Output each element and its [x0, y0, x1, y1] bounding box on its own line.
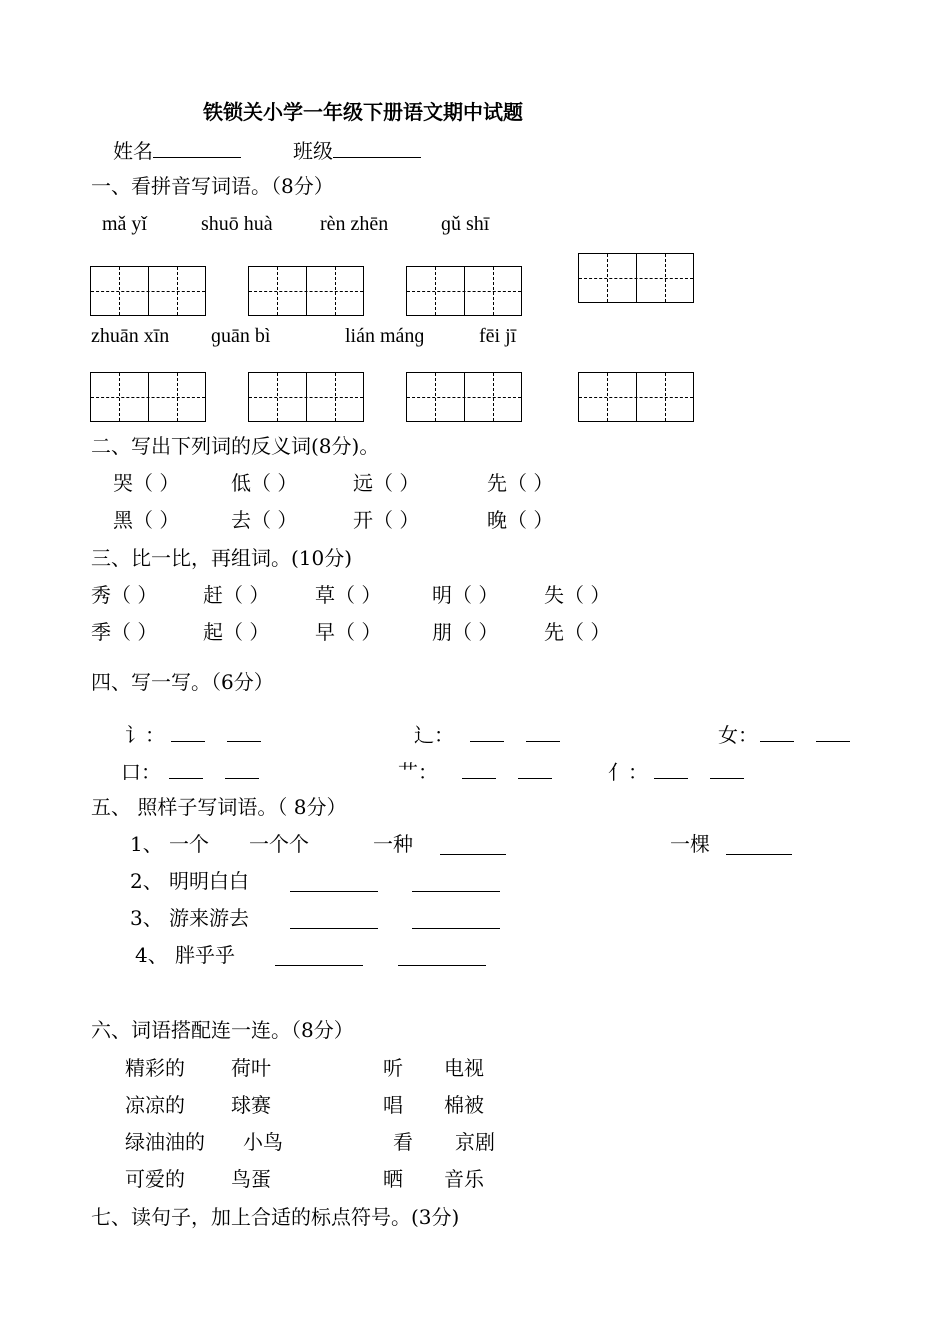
match-word[interactable]: 球赛 [231, 1093, 271, 1117]
example-word: 游来游去 [169, 906, 249, 930]
match-word[interactable]: 听 [383, 1056, 403, 1080]
answer-blank[interactable] [816, 723, 850, 742]
section-3-heading: 三、比一比，再组词。(10分) [91, 546, 353, 570]
section-2-heading: 二、写出下列词的反义词(8分)。 [91, 434, 380, 458]
pinyin: mǎ yǐ [102, 213, 147, 235]
writing-grid[interactable] [248, 372, 364, 422]
radical-item[interactable] [414, 723, 560, 745]
compare-item[interactable]: 起（ ） [203, 620, 270, 644]
match-word[interactable]: 电视 [444, 1056, 484, 1080]
compare-item[interactable]: 早（ ） [315, 620, 382, 644]
class-field[interactable] [293, 139, 421, 161]
answer-blank[interactable] [227, 723, 261, 742]
radical-item[interactable] [398, 760, 552, 782]
answer-blank[interactable] [654, 760, 688, 779]
name-blank[interactable] [153, 139, 241, 158]
answer-blank[interactable] [760, 723, 794, 742]
answer-blank[interactable] [171, 723, 205, 742]
match-word[interactable]: 鸟蛋 [231, 1167, 271, 1191]
pinyin: lián mánɡ [345, 325, 425, 347]
match-word[interactable]: 棉被 [444, 1093, 484, 1117]
class-blank[interactable] [333, 139, 421, 158]
answer-blank[interactable] [518, 760, 552, 779]
antonym-item[interactable]: 黑（ ） [113, 508, 180, 532]
example-word: 明明白白 [169, 869, 249, 893]
match-word[interactable]: 唱 [383, 1093, 403, 1117]
section-6-heading: 六、词语搭配连一连。（8分） [91, 1018, 354, 1042]
match-word[interactable]: 可爱的 [125, 1167, 185, 1191]
compare-item[interactable]: 秀（ ） [91, 583, 158, 607]
section-4-heading: 四、写一写。（6分） [91, 670, 274, 694]
pinyin: fēi jī [479, 325, 517, 347]
antonym-item[interactable]: 低（ ） [231, 471, 298, 495]
writing-grid[interactable] [406, 372, 522, 422]
compare-item[interactable]: 失（ ） [544, 583, 611, 607]
radical-item[interactable] [718, 723, 850, 745]
prompt-word: 一种 [373, 832, 413, 856]
match-word[interactable]: 看 [393, 1130, 413, 1154]
class-label: 班级 [293, 139, 333, 163]
compare-item[interactable]: 朋（ ） [432, 620, 499, 644]
item-number: 2、 [130, 869, 163, 893]
antonym-item[interactable]: 哭（ ） [113, 471, 180, 495]
antonym-item[interactable]: 去（ ） [231, 508, 298, 532]
compare-item[interactable]: 先（ ） [544, 620, 611, 644]
antonym-item[interactable]: 先（ ） [487, 471, 554, 495]
radical-item[interactable] [125, 723, 261, 745]
pinyin: ɡǔ shī [441, 213, 490, 235]
section-7-heading: 七、读句子，加上合适的标点符号。(3分) [91, 1205, 460, 1229]
item-number: 1、 [130, 832, 163, 856]
writing-grid[interactable] [578, 372, 694, 422]
compare-item[interactable]: 季（ ） [91, 620, 158, 644]
name-field[interactable] [113, 139, 241, 161]
answer-blank[interactable] [290, 910, 378, 929]
writing-grid[interactable] [406, 266, 522, 316]
prompt-word: 一棵 [670, 832, 710, 856]
radical-label: 辶： [414, 723, 454, 747]
match-word[interactable]: 京剧 [455, 1130, 495, 1154]
match-word[interactable]: 晒 [383, 1167, 403, 1191]
writing-grid[interactable] [578, 253, 694, 303]
writing-grid[interactable] [90, 266, 206, 316]
compare-item[interactable]: 草（ ） [315, 583, 382, 607]
name-label: 姓名 [113, 139, 153, 163]
answer-blank[interactable] [412, 910, 500, 929]
pinyin: ɡuān bì [211, 325, 271, 347]
antonym-item[interactable]: 开（ ） [353, 508, 420, 532]
pinyin: rèn zhēn [320, 213, 389, 235]
example-word: 一个个 [249, 832, 309, 856]
answer-blank[interactable] [412, 873, 500, 892]
match-word[interactable]: 小鸟 [243, 1130, 283, 1154]
section-5-heading: 五、 照样子写词语。（ 8分） [91, 795, 347, 819]
answer-blank[interactable] [710, 760, 744, 779]
example-word: 胖乎乎 [175, 943, 235, 967]
radical-item[interactable] [121, 760, 259, 782]
radical-label: 女： [718, 723, 758, 747]
answer-blank[interactable] [290, 873, 378, 892]
pinyin: shuō huà [201, 213, 273, 235]
answer-blank[interactable] [398, 947, 486, 966]
item-number: 4、 [135, 943, 168, 967]
page-title: 铁锁关小学一年级下册语文期中试题 [203, 100, 523, 124]
answer-blank[interactable] [726, 836, 792, 855]
compare-item[interactable]: 明（ ） [432, 583, 499, 607]
radical-label: 讠： [125, 723, 165, 747]
radical-label: 亻： [608, 760, 648, 784]
answer-blank[interactable] [275, 947, 363, 966]
section-1-heading: 一、看拼音写词语。（8分） [91, 174, 334, 198]
match-word[interactable]: 荷叶 [231, 1056, 271, 1080]
radical-item[interactable] [608, 760, 744, 782]
radical-label: 口： [121, 760, 161, 784]
example-word: 一个 [169, 832, 209, 856]
pinyin: zhuān xīn [91, 325, 170, 347]
answer-blank[interactable] [462, 760, 496, 779]
antonym-item[interactable]: 晚（ ） [487, 508, 554, 532]
match-word[interactable]: 凉凉的 [125, 1093, 185, 1117]
writing-grid[interactable] [248, 266, 364, 316]
match-word[interactable]: 精彩的 [125, 1056, 185, 1080]
writing-grid[interactable] [90, 372, 206, 422]
answer-blank[interactable] [169, 760, 203, 779]
item-number: 3、 [130, 906, 163, 930]
answer-blank[interactable] [526, 723, 560, 742]
match-word[interactable]: 音乐 [444, 1167, 484, 1191]
match-word[interactable]: 绿油油的 [125, 1130, 205, 1154]
answer-blank[interactable] [440, 836, 506, 855]
answer-blank[interactable] [225, 760, 259, 779]
radical-label: 艹： [398, 760, 438, 784]
compare-item[interactable]: 赶（ ） [203, 583, 270, 607]
answer-blank[interactable] [470, 723, 504, 742]
antonym-item[interactable]: 远（ ） [353, 471, 420, 495]
